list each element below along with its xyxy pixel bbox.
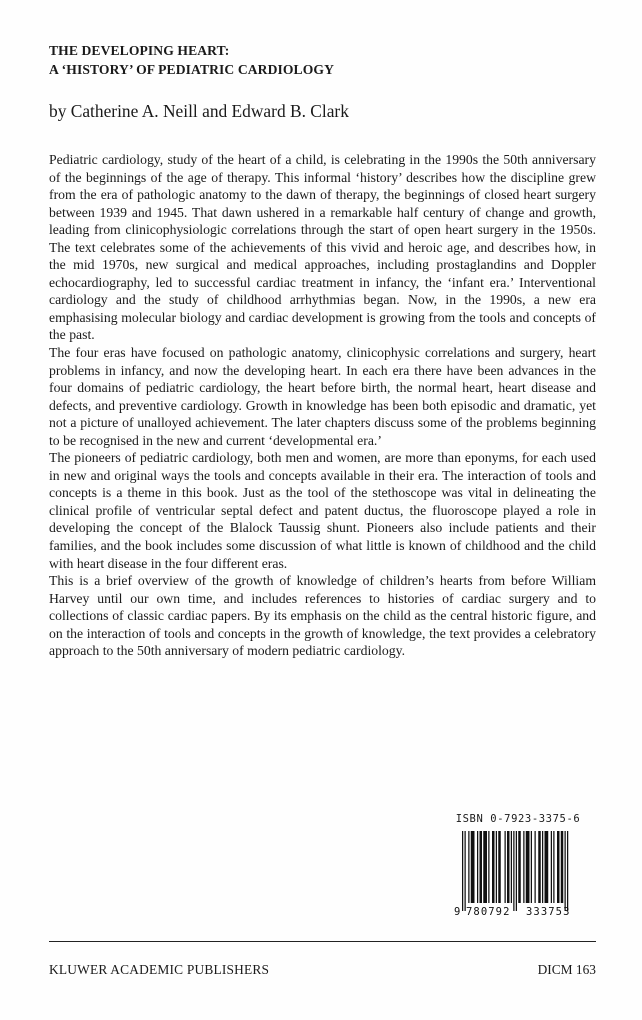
barcode-digits-right: 333753 [526, 906, 571, 917]
blurb-paragraph: The pioneers of pediatric cardiology, both men and women, are more than eponyms, for each used in new and original ways the tools and concepts available in their era. The interaction of tools and concepts is a theme in this book. Just as the tool of the stethoscope was vital in delineating the clinical profile of ventricular septal defect and patent ductus, the fluoroscope played a role in developing the concept of the Blalock Taussig shunt. Pioneers also include patients and their families, and the book includes some discussion of what little is known of childhood and the child with heart disease in the four different eras. [49, 450, 596, 571]
barcode-lead-digit: 9 [454, 906, 461, 917]
footer-divider [49, 941, 596, 942]
barcode-graphic [452, 829, 588, 917]
isbn-label: ISBN 0-7923-3375-6 [455, 813, 581, 825]
barcode-bar [477, 831, 478, 903]
barcode-bar [561, 831, 564, 903]
barcode-bar [488, 831, 489, 903]
barcode-bar [505, 831, 506, 903]
barcode-bar [531, 831, 532, 903]
barcode-bar [567, 831, 568, 911]
barcode-bar [462, 831, 463, 911]
barcode-bar [523, 831, 524, 903]
barcode-bar [492, 831, 495, 903]
blurb-paragraph: Pediatric cardiology, study of the heart of a child, is celebrating in the 1990s the 50th anniversary of the beginnings of the age of therapy. This informal ‘history’ describes how the discipline grew from the era of pathologic anatomy to the dawn of therapy, the beginnings of closed heart surgery between 1939 and 1945. That dawn ushered in a remarkable half century of change and growth, leading from clinicophysiologic correlations through the start of open heart surgery in the 1950s. The text celebrates some of the achievements of this vivid and heroic age, and describes how, in the mid 1970s, new surgical and medical approaches, including prostaglandins and Doppler echocardiography, led to successful cardiac treatment in infancy, the ‘infant era.’ Interventional cardiology and the study of childhood arrhythmias began. Now, in the 1990s, a new era emphasising molecular biology and cardiac development is growing from the tools and concepts of the past. [49, 152, 596, 343]
blurb-paragraph: The four eras have focused on pathologic anatomy, clinicophysic correlations and surgery, heart problems in infancy, and now the developing heart. In each era there have been advances in the four domains of pediatric cardiology, the heart before birth, the normal heart, heart disease and defects, and preventive cardiology. Growth in knowledge has been both episodic and dramatic, yet not a picture of unalloyed achievement. The later chapters discuss some of the problems beginning to be recognised in the new and current ‘developmental era.’ [49, 345, 596, 448]
barcode-bar [535, 831, 536, 903]
publisher-name: KLUWER ACADEMIC PUBLISHERS [49, 962, 270, 977]
title-line-1: THE DEVELOPING HEART: [49, 43, 230, 58]
barcode-bar [511, 831, 512, 903]
barcode-bar [507, 831, 510, 903]
series-code: DICM 163 [537, 962, 596, 977]
blurb-paragraph: This is a brief overview of the growth of knowledge of children’s hearts from before William Harvey until our own time, and includes references to histories of cardiac surgery and to collections of classic cardiac papers. By its emphasis on the child as the central historic figure, and on the interaction of tools and concepts in the growth of knowledge, the text provides a celebratory approach to the 50th anniversary of modern pediatric cardiology. [49, 573, 596, 659]
barcode-bar [545, 831, 549, 903]
barcode-bars [462, 831, 568, 911]
barcode-bar [557, 831, 560, 903]
book-title [49, 41, 589, 79]
barcode-bar [526, 831, 530, 903]
barcode-bar [513, 831, 514, 911]
barcode-bar [538, 831, 541, 903]
title-line-2: A ‘HISTORY’ OF PEDIATRIC CARDIOLOGY [49, 62, 334, 77]
barcode-bar [498, 831, 501, 903]
barcode-bar [551, 831, 552, 903]
barcode-bar [483, 831, 487, 903]
barcode-bar [565, 831, 566, 911]
barcode-bar [518, 831, 521, 903]
barcode-bar [496, 831, 497, 903]
blurb [49, 151, 596, 660]
barcode-digits-left: 780792 [466, 906, 511, 917]
barcode-bar [542, 831, 543, 903]
barcode-bar [468, 831, 469, 903]
barcode-bar [465, 831, 466, 911]
authors-line: by Catherine A. Neill and Edward B. Clark [49, 101, 349, 121]
barcode [452, 829, 588, 917]
barcode-bar [516, 831, 517, 911]
barcode-bar [480, 831, 483, 903]
barcode-bar [553, 831, 554, 903]
barcode-bar [471, 831, 475, 903]
